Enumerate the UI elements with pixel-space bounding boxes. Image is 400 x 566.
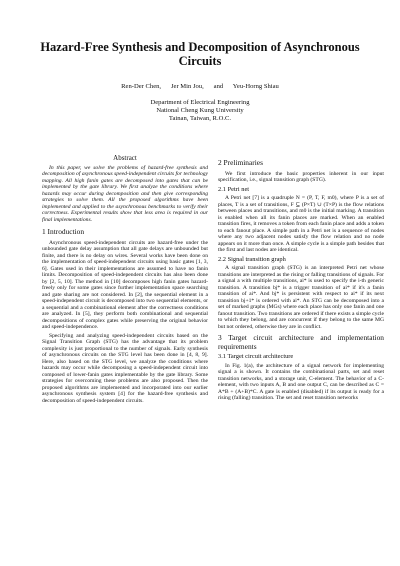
right-column [218, 155, 384, 535]
prelim-paragraph-3: A signal transition graph (STG) is an interpreted Petri net whose transitions are interpreted as the rising or falling transitions of signals. For a signal a with multiple transitions, ai* is used to specify the i-th generic transition. A transition bj* is a trigger transition of ai* if it's a fanin transition of ai*. And bj* is persistent with respect to ai* if its next transition bj+1* is ordered with ai*. An STG can be decomposed into a set of marked graphs (MGs) where each place has only one fanin and one fanout transition. Two transitions are ordered if there exists a simple cycle to which they belong, and are concurrent if they belong to the same MG but not ordered, otherwise they are in conflict. [218, 265, 384, 330]
intro-paragraph-1: Asynchronous speed-independent circuits are hazard-free under the unbounded gate delay assumption that all gate delays are unbounded but finite, and there is no delay on wires. Several works have been done on the implementation of speed-independent circuits using basic gates [1, 3, 6]. Gates used in their implementations are assumed to have no fanin limits. Decomposition of speed-independent circuits has also been done by [2, 5, 10]. The method in [10] decomposes high fanin gates hazard-freely only for some gates since further implementation space searching and gate sharing are not considered. In [2], the sequential element in a speed-independent circuit is decomposed into two sequential elements, or a sequential and a combinational element after the correctness conditions are analyzed. In [5], they perform both combinational and sequential decompositions of complex gates while preserving the original behavior and speed-independence. [42, 239, 208, 330]
subsection-heading-arch: 3.1 Target circuit architecture [218, 353, 294, 360]
abstract-text: In this paper, we solve the problems of hazard-free synthesis and decomposition of asynchronous speed-independent circuits for technology mapping. All high fanin gates are decomposed into gates that can be implemented by the gate library. We first analyze the conditions where hazards may occur during decomposition and then give corresponding strategies to solve them. All the proposed algorithms have been implemented and applied to the asynchronous benchmarks to verify their correctness. Experimental results show that less area is required in our final implementations. [42, 164, 208, 223]
intro-paragraph-2: Specifying and analyzing speed-independent circuits based on the Signal Transition Graph (STG) has the advantage that its problem complexity is just proportional to the number of signals. Early synthesis of asynchronous circuits on the STG level has been done in [4, 8, 9]. Here, also based on the STG level, we analyze the conditions where hazards may occur while decomposing a speed-independent circuit into composed of lower-fanin gates implementable by the gate library. Some strategies for overcoming these problems are also proposed. Then the proposed algorithms are implemented and incorporated into our earlier asynchronous synthesis system [4] for the hazard-free synthesis and decomposition of speed-independent circuits. [42, 332, 208, 404]
section-heading-prelim: 2 Preliminaries [218, 158, 263, 167]
prelim-paragraph-1: We first introduce the basic properties inherent in our input specification, i.e., signal transition graph (STG). [218, 170, 384, 183]
prelim-paragraph-2: A Petri net [7] is a quadruple N = (P, T, F, m0), where P is a set of places, T is a set of transitions, F ⊆ (P×T) ∪ (T×P) is the flow relations between places and transitions, and m0 is the initial marking. A transition is enabled when all its fanin places are marked. When an enabled transition fires, it removes a token from each fanin place and adds a token to each fanout place. A simple path in a Petri net is a sequence of nodes where any two adjacent nodes satisfy the flow relation and no node appears on it more than once. A simple cycle is a simple path besides that the first and last nodes are identical. [218, 195, 384, 253]
target-paragraph-1: In Fig. 1(a), the architecture of a signal network for implementing signal a is shown. It contains the combinational parts, set and reset transition networks, and a storage unit, C-element. The behavior of a C-element, with two inputs A, B and one output C, can be described as C = A*B + (A+B)*C. A gate is enabled (disabled) if its output is ready for a rising (falling) transition. The set and reset transition networks [218, 362, 384, 401]
section-heading-target: 3 Target circuit architecture and implementation requirements [218, 333, 384, 351]
affiliation-univ: National Cheng Kung University [156, 107, 244, 114]
affiliation-city: Tainan, Taiwan, R.O.C. [168, 115, 232, 122]
affiliation-dept: Department of Electrical Engineering [150, 99, 250, 106]
abstract-heading: Abstract [113, 155, 137, 162]
author-list: Ren-Der Chen, Jer Min Jou, and Yeu-Horng Shiau [121, 83, 279, 90]
paper-title: Hazard-Free Synthesis and Decomposition of Asynchronous Circuits [40, 40, 360, 68]
section-heading-intro: 1 Introduction [42, 227, 85, 236]
subsection-heading-stg: 2.2 Signal transition graph [218, 255, 286, 263]
left-column [42, 155, 208, 535]
affiliation-block [30, 99, 370, 123]
subsection-heading-petri: 2.1 Petri net [218, 185, 250, 193]
